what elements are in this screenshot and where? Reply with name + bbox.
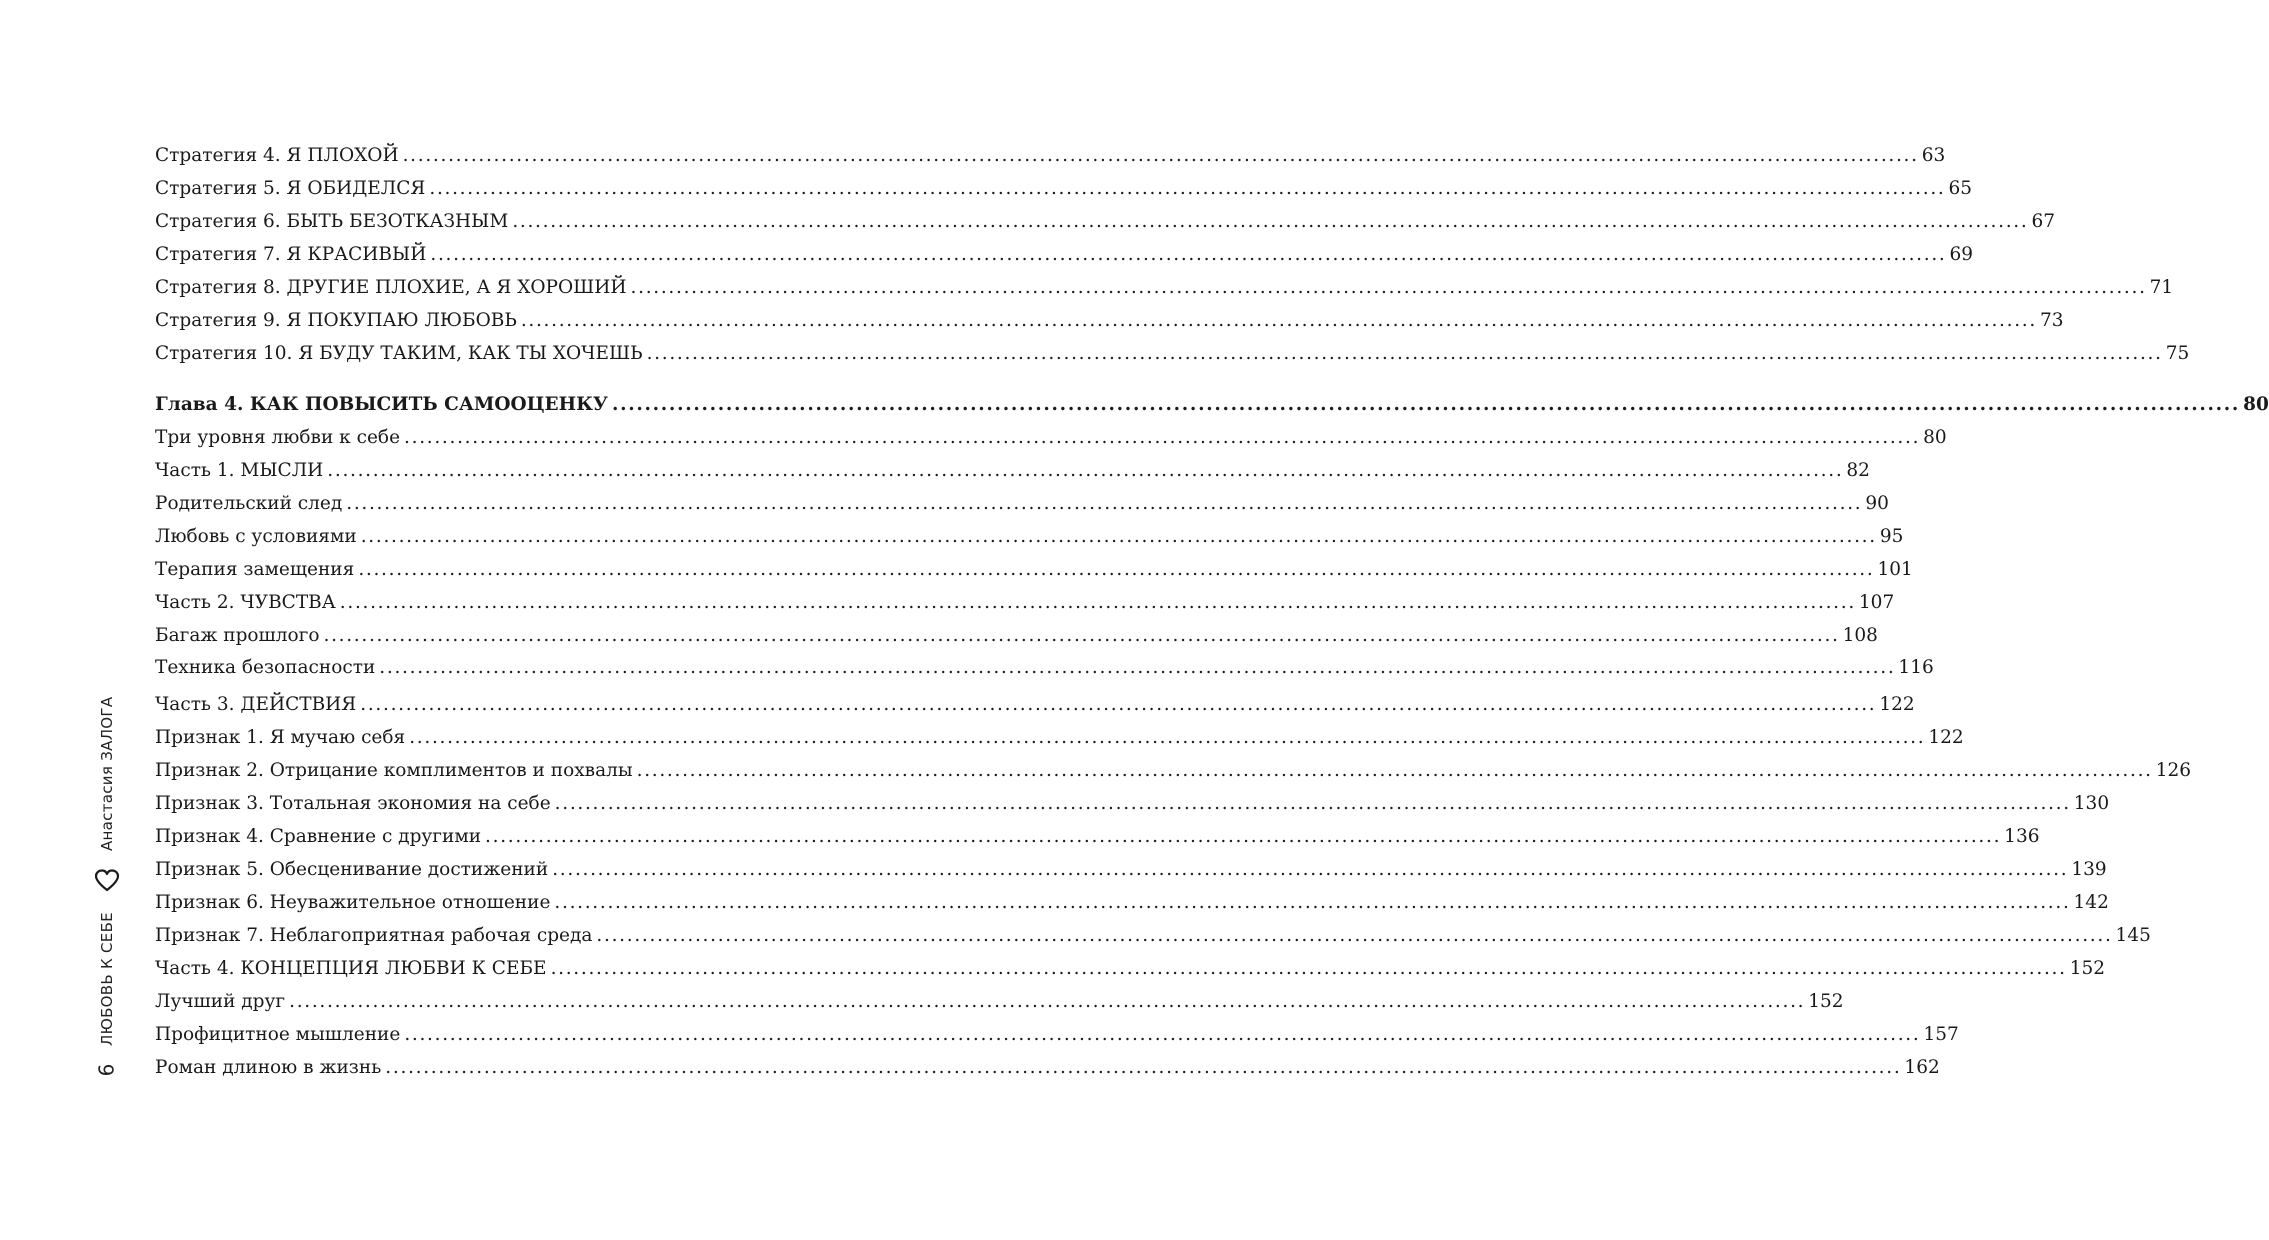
toc-entry-page: 82 (1846, 460, 1870, 481)
toc-entry-page: 142 (2073, 892, 2109, 913)
toc-entry-title: Глава 4. КАК ПОВЫСИТЬ САМООЦЕНКУ (155, 394, 608, 415)
toc-entry-title: Стратегия 8. ДРУГИЕ ПЛОХИЕ, А Я ХОРОШИЙ (155, 277, 627, 298)
toc-entry-page: 152 (1808, 991, 1844, 1012)
dot-leader: ........................................................................................................................................................................................................ (554, 793, 2071, 814)
toc-entry (155, 988, 1844, 1016)
dot-leader: ........................................................................................................................................................................................................ (358, 559, 1875, 580)
toc-entry (155, 307, 2064, 335)
toc-entry (155, 391, 2269, 419)
dot-leader: ........................................................................................................................................................................................................ (611, 394, 2241, 415)
toc-entry-title: Стратегия 5. Я ОБИДЕЛСЯ (155, 178, 426, 199)
toc-entry-page: 139 (2071, 859, 2107, 880)
toc-entry-page: 157 (1923, 1024, 1959, 1045)
toc-entry (155, 922, 2151, 950)
toc-entry (155, 340, 2190, 368)
dot-leader: ........................................................................................................................................................................................................ (550, 958, 2067, 979)
toc-entry (155, 490, 1889, 518)
toc-entry (155, 654, 1934, 682)
toc-entry-title: Признак 4. Сравнение с другими (155, 826, 482, 847)
dot-leader: ........................................................................................................................................................................................................ (512, 211, 2029, 232)
dot-leader: ........................................................................................................................................................................................................ (430, 244, 1947, 265)
toc-entry-page: 145 (2115, 925, 2151, 946)
dot-leader: ........................................................................................................................................................................................................ (339, 592, 1856, 613)
dot-leader: ........................................................................................................................................................................................................ (346, 493, 1863, 514)
toc-entry-page: 122 (1928, 727, 1964, 748)
toc-entry-title: Стратегия 7. Я КРАСИВЫЙ (155, 244, 427, 265)
toc-entry (155, 889, 2109, 917)
dot-leader: ........................................................................................................................................................................................................ (429, 178, 1946, 199)
toc-entry-page: 80 (2243, 394, 2269, 415)
dot-leader: ........................................................................................................................................................................................................ (554, 892, 2071, 913)
toc-entry-page: 122 (1879, 694, 1915, 715)
toc-entry (155, 523, 1904, 551)
dot-leader: ........................................................................................................................................................................................................ (520, 310, 2037, 331)
dot-leader: ........................................................................................................................................................................................................ (360, 526, 1877, 547)
heart-icon (94, 868, 120, 894)
dot-leader: ........................................................................................................................................................................................................ (379, 657, 1896, 678)
dot-leader: ........................................................................................................................................................................................................ (289, 991, 1806, 1012)
toc-entry-title: Три уровня любви к себе (155, 427, 401, 448)
toc-entry-page: 116 (1898, 657, 1934, 678)
toc-entry-page: 71 (2149, 277, 2174, 298)
toc-entry (155, 1054, 1940, 1082)
toc-entry (155, 1021, 1959, 1049)
toc-entry-title: Родительский след (155, 493, 343, 514)
author-name: Анастасия ЗАЛОГА (98, 696, 116, 851)
toc-entry (155, 208, 2055, 236)
toc-entry-page: 80 (1923, 427, 1947, 448)
toc-entry-page: 90 (1865, 493, 1889, 514)
toc-entry-title: Признак 7. Неблагоприятная рабочая среда (155, 925, 593, 946)
toc-entry-page: 75 (2165, 343, 2190, 364)
toc-entry-title: Терапия замещения (155, 559, 355, 580)
toc-entry-page: 65 (1948, 178, 1973, 199)
toc-entry-title: Часть 2. ЧУВСТВА (155, 592, 336, 613)
dot-leader: ........................................................................................................................................................................................................ (360, 694, 1877, 715)
running-head (0, 0, 120, 1240)
toc-entry-title: Часть 4. КОНЦЕПЦИЯ ЛЮБВИ К СЕБЕ (155, 958, 547, 979)
toc-entry (155, 142, 1946, 170)
dot-leader: ........................................................................................................................................................................................................ (402, 145, 1919, 166)
toc-entry (155, 823, 2040, 851)
book-title: ЛЮБОВЬ К СЕБЕ (98, 912, 116, 1046)
toc-entry-page: 136 (2004, 826, 2040, 847)
dot-leader: ........................................................................................................................................................................................................ (327, 460, 1844, 481)
toc-entry-title: Признак 5. Обесценивание достижений (155, 859, 549, 880)
toc-entry (155, 274, 2174, 302)
dot-leader: ........................................................................................................................................................................................................ (646, 343, 2163, 364)
toc-entry (155, 757, 2192, 785)
dot-leader: ........................................................................................................................................................................................................ (596, 925, 2113, 946)
dot-leader: ........................................................................................................................................................................................................ (385, 1057, 1902, 1078)
toc-entry-page: 73 (2039, 310, 2064, 331)
toc-entry (155, 457, 1870, 485)
toc-entry-page: 63 (1921, 145, 1946, 166)
toc-entry-page: 101 (1877, 559, 1913, 580)
toc-entry (155, 589, 1895, 617)
toc-entry-title: Признак 3. Тотальная экономия на себе (155, 793, 551, 814)
dot-leader: ........................................................................................................................................................................................................ (485, 826, 2002, 847)
toc-entry (155, 175, 1973, 203)
toc-entry-title: Стратегия 10. Я БУДУ ТАКИМ, КАК ТЫ ХОЧЕШЬ (155, 343, 643, 364)
toc-entry-title: Признак 1. Я мучаю себя (155, 727, 406, 748)
toc-entry-page: 95 (1879, 526, 1904, 547)
toc-entry (155, 556, 1913, 584)
toc-entry-title: Часть 1. МЫСЛИ (155, 460, 324, 481)
toc-entry-title: Багаж прошлого (155, 625, 320, 646)
toc-entry-page: 152 (2069, 958, 2105, 979)
toc-entry-title: Стратегия 9. Я ПОКУПАЮ ЛЮБОВЬ (155, 310, 517, 331)
dot-leader: ........................................................................................................................................................................................................ (404, 427, 1921, 448)
toc-entry-page: 107 (1858, 592, 1895, 613)
toc-entry-page: 126 (2155, 760, 2192, 781)
toc-entry (155, 691, 1915, 719)
toc-entry (155, 856, 2107, 884)
toc-entry-title: Стратегия 6. БЫТЬ БЕЗОТКАЗНЫМ (155, 211, 509, 232)
toc-entry-page: 67 (2031, 211, 2055, 232)
page-number: 6 (94, 1063, 119, 1077)
dot-leader: ........................................................................................................................................................................................................ (404, 1024, 1921, 1045)
toc-entry-title: Техника безопасности (155, 657, 376, 678)
dot-leader: ........................................................................................................................................................................................................ (630, 277, 2147, 298)
toc-entry-page: 130 (2073, 793, 2110, 814)
toc-entry (155, 790, 2110, 818)
toc-entry-page: 162 (1904, 1057, 1940, 1078)
toc-entry-title: Часть 3. ДЕЙСТВИЯ (155, 694, 357, 715)
toc-entry-title: Признак 2. Отрицание комплиментов и похвалы (155, 760, 633, 781)
dot-leader: ........................................................................................................................................................................................................ (409, 727, 1926, 748)
toc-entry-page: 69 (1949, 244, 1974, 265)
toc-entry-title: Стратегия 4. Я ПЛОХОЙ (155, 145, 399, 166)
dot-leader: ........................................................................................................................................................................................................ (636, 760, 2153, 781)
toc-entry-title: Профицитное мышление (155, 1024, 401, 1045)
dot-leader: ........................................................................................................................................................................................................ (552, 859, 2069, 880)
toc-entry (155, 622, 1878, 650)
toc-entry-title: Признак 6. Неуважительное отношение (155, 892, 551, 913)
toc-entry-title: Лучший друг (155, 991, 286, 1012)
toc-entry-title: Любовь с условиями (155, 526, 357, 547)
toc-entry (155, 241, 1974, 269)
toc-entry (155, 724, 1964, 752)
dot-leader: ........................................................................................................................................................................................................ (323, 625, 1840, 646)
toc-entry-title: Роман длиною в жизнь (155, 1057, 382, 1078)
toc-entry (155, 955, 2105, 983)
toc-entry-page: 108 (1842, 625, 1878, 646)
toc-entry (155, 424, 1947, 452)
